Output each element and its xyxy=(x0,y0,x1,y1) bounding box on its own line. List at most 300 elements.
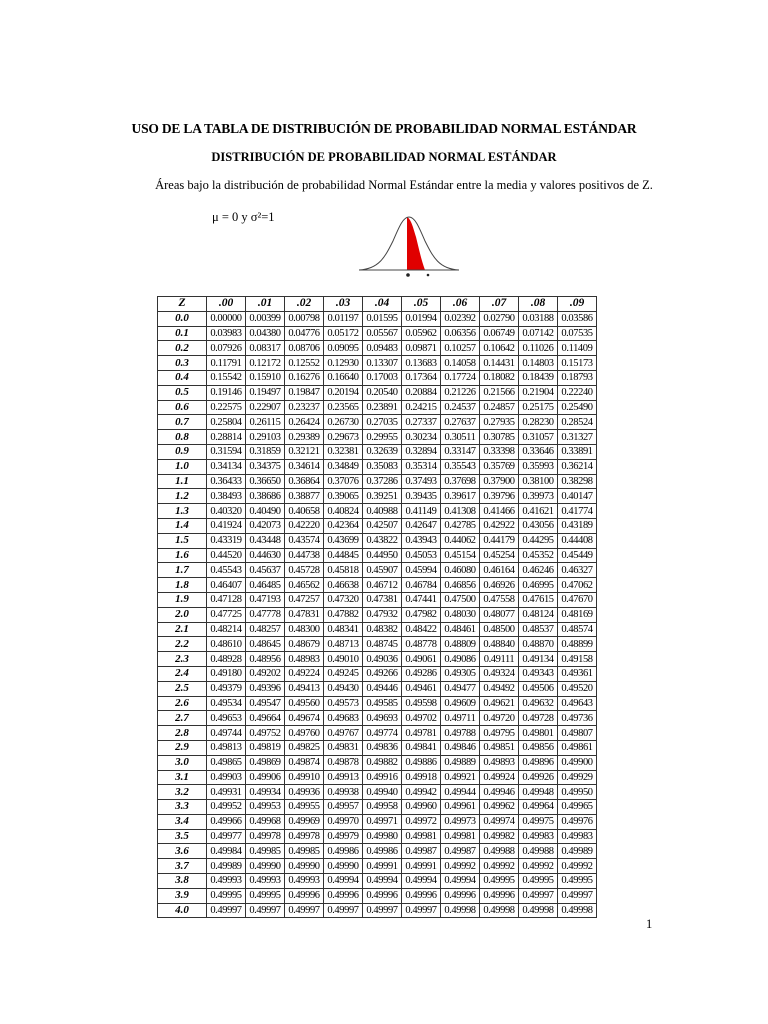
probability-cell: 0.49931 xyxy=(207,785,246,800)
probability-cell: 0.49224 xyxy=(285,666,324,681)
column-header: .01 xyxy=(246,297,285,312)
probability-cell: 0.46712 xyxy=(363,578,402,593)
probability-cell: 0.18439 xyxy=(519,370,558,385)
probability-cell: 0.49940 xyxy=(363,785,402,800)
probability-cell: 0.49997 xyxy=(558,888,597,903)
normal-curve-figure xyxy=(355,213,463,279)
table-row xyxy=(158,859,597,874)
probability-cell: 0.47381 xyxy=(363,592,402,607)
table-header-row xyxy=(158,297,597,312)
probability-cell: 0.48300 xyxy=(285,622,324,637)
probability-cell: 0.49846 xyxy=(441,740,480,755)
probability-cell: 0.49990 xyxy=(324,859,363,874)
probability-cell: 0.49361 xyxy=(558,666,597,681)
table-row xyxy=(158,740,597,755)
probability-cell: 0.39251 xyxy=(363,489,402,504)
table-row xyxy=(158,755,597,770)
probability-cell: 0.06749 xyxy=(480,326,519,341)
probability-cell: 0.01595 xyxy=(363,311,402,326)
probability-cell: 0.49903 xyxy=(207,770,246,785)
probability-cell: 0.49997 xyxy=(246,903,285,918)
probability-cell: 0.49987 xyxy=(402,844,441,859)
probability-cell: 0.49906 xyxy=(246,770,285,785)
probability-cell: 0.39435 xyxy=(402,489,441,504)
probability-cell: 0.49936 xyxy=(285,785,324,800)
probability-cell: 0.49728 xyxy=(519,711,558,726)
z-value-cell: 0.7 xyxy=(158,415,207,430)
probability-cell: 0.49343 xyxy=(519,666,558,681)
probability-cell: 0.49979 xyxy=(324,829,363,844)
probability-cell: 0.48956 xyxy=(246,652,285,667)
probability-cell: 0.49996 xyxy=(402,888,441,903)
probability-cell: 0.39065 xyxy=(324,489,363,504)
probability-cell: 0.41924 xyxy=(207,518,246,533)
probability-cell: 0.49984 xyxy=(207,844,246,859)
probability-cell: 0.39617 xyxy=(441,489,480,504)
table-row xyxy=(158,400,597,415)
probability-cell: 0.32639 xyxy=(363,444,402,459)
probability-cell: 0.49926 xyxy=(519,770,558,785)
probability-cell: 0.48214 xyxy=(207,622,246,637)
probability-cell: 0.49957 xyxy=(324,800,363,815)
probability-cell: 0.43943 xyxy=(402,533,441,548)
probability-cell: 0.49910 xyxy=(285,770,324,785)
probability-cell: 0.49993 xyxy=(285,874,324,889)
z-value-cell: 1.2 xyxy=(158,489,207,504)
probability-cell: 0.49836 xyxy=(363,740,402,755)
z-value-cell: 0.2 xyxy=(158,341,207,356)
probability-cell: 0.48928 xyxy=(207,652,246,667)
probability-cell: 0.11026 xyxy=(519,341,558,356)
table-row xyxy=(158,356,597,371)
table-row xyxy=(158,385,597,400)
probability-cell: 0.42922 xyxy=(480,518,519,533)
probability-cell: 0.43448 xyxy=(246,533,285,548)
probability-cell: 0.41149 xyxy=(402,504,441,519)
table-row xyxy=(158,696,597,711)
table-row xyxy=(158,829,597,844)
probability-cell: 0.49886 xyxy=(402,755,441,770)
probability-cell: 0.49653 xyxy=(207,711,246,726)
probability-cell: 0.49996 xyxy=(324,888,363,903)
probability-cell: 0.48500 xyxy=(480,622,519,637)
probability-cell: 0.45818 xyxy=(324,563,363,578)
z-value-cell: 1.6 xyxy=(158,548,207,563)
table-row xyxy=(158,415,597,430)
probability-cell: 0.10642 xyxy=(480,341,519,356)
probability-cell: 0.46246 xyxy=(519,563,558,578)
probability-cell: 0.46485 xyxy=(246,578,285,593)
probability-cell: 0.44295 xyxy=(519,533,558,548)
probability-cell: 0.49942 xyxy=(402,785,441,800)
probability-cell: 0.20540 xyxy=(363,385,402,400)
z-value-cell: 1.5 xyxy=(158,533,207,548)
z-value-cell: 1.0 xyxy=(158,459,207,474)
shaded-area xyxy=(407,217,425,270)
z-value-cell: 3.4 xyxy=(158,814,207,829)
z-table xyxy=(157,296,597,918)
probability-cell: 0.44408 xyxy=(558,533,597,548)
probability-cell: 0.46784 xyxy=(402,578,441,593)
z-value-cell: 3.5 xyxy=(158,829,207,844)
probability-cell: 0.49997 xyxy=(285,903,324,918)
probability-cell: 0.49664 xyxy=(246,711,285,726)
mean-marker-dot xyxy=(406,273,410,277)
probability-cell: 0.49997 xyxy=(363,903,402,918)
probability-cell: 0.20194 xyxy=(324,385,363,400)
probability-cell: 0.47932 xyxy=(363,607,402,622)
probability-cell: 0.49978 xyxy=(246,829,285,844)
probability-cell: 0.40658 xyxy=(285,504,324,519)
probability-cell: 0.49991 xyxy=(402,859,441,874)
probability-cell: 0.49994 xyxy=(363,874,402,889)
probability-cell: 0.21226 xyxy=(441,385,480,400)
probability-cell: 0.45053 xyxy=(402,548,441,563)
probability-cell: 0.48840 xyxy=(480,637,519,652)
probability-cell: 0.49985 xyxy=(285,844,324,859)
probability-cell: 0.27935 xyxy=(480,415,519,430)
probability-cell: 0.49955 xyxy=(285,800,324,815)
probability-cell: 0.47725 xyxy=(207,607,246,622)
probability-cell: 0.48077 xyxy=(480,607,519,622)
probability-cell: 0.37698 xyxy=(441,474,480,489)
probability-cell: 0.49736 xyxy=(558,711,597,726)
probability-cell: 0.43319 xyxy=(207,533,246,548)
probability-cell: 0.07142 xyxy=(519,326,558,341)
probability-cell: 0.49878 xyxy=(324,755,363,770)
probability-cell: 0.48778 xyxy=(402,637,441,652)
probability-cell: 0.49683 xyxy=(324,711,363,726)
probability-cell: 0.47500 xyxy=(441,592,480,607)
probability-cell: 0.49781 xyxy=(402,726,441,741)
probability-cell: 0.44950 xyxy=(363,548,402,563)
probability-cell: 0.26424 xyxy=(285,415,324,430)
probability-cell: 0.43056 xyxy=(519,518,558,533)
z-value-cell: 2.0 xyxy=(158,607,207,622)
probability-cell: 0.02392 xyxy=(441,311,480,326)
probability-cell: 0.14803 xyxy=(519,356,558,371)
probability-cell: 0.49995 xyxy=(558,874,597,889)
probability-cell: 0.35083 xyxy=(363,459,402,474)
probability-cell: 0.49994 xyxy=(402,874,441,889)
probability-cell: 0.49598 xyxy=(402,696,441,711)
probability-cell: 0.49986 xyxy=(363,844,402,859)
probability-cell: 0.49977 xyxy=(207,829,246,844)
probability-cell: 0.49585 xyxy=(363,696,402,711)
probability-cell: 0.18082 xyxy=(480,370,519,385)
probability-cell: 0.24215 xyxy=(402,400,441,415)
probability-cell: 0.49988 xyxy=(480,844,519,859)
probability-cell: 0.44845 xyxy=(324,548,363,563)
probability-cell: 0.49506 xyxy=(519,681,558,696)
probability-cell: 0.49996 xyxy=(480,888,519,903)
probability-cell: 0.49916 xyxy=(363,770,402,785)
z-value-cell: 2.1 xyxy=(158,622,207,637)
probability-cell: 0.43574 xyxy=(285,533,324,548)
probability-cell: 0.49305 xyxy=(441,666,480,681)
probability-cell: 0.31057 xyxy=(519,430,558,445)
table-row xyxy=(158,770,597,785)
probability-cell: 0.49952 xyxy=(207,800,246,815)
probability-cell: 0.49983 xyxy=(558,829,597,844)
probability-cell: 0.49573 xyxy=(324,696,363,711)
probability-cell: 0.49986 xyxy=(324,844,363,859)
z-value-cell: 0.0 xyxy=(158,311,207,326)
probability-cell: 0.42220 xyxy=(285,518,324,533)
z-value-cell: 1.4 xyxy=(158,518,207,533)
table-row xyxy=(158,637,597,652)
probability-cell: 0.49994 xyxy=(324,874,363,889)
probability-cell: 0.46926 xyxy=(480,578,519,593)
column-header: .09 xyxy=(558,297,597,312)
probability-cell: 0.38493 xyxy=(207,489,246,504)
probability-cell: 0.49995 xyxy=(207,888,246,903)
column-header: .07 xyxy=(480,297,519,312)
probability-cell: 0.49934 xyxy=(246,785,285,800)
probability-cell: 0.49996 xyxy=(441,888,480,903)
probability-cell: 0.23891 xyxy=(363,400,402,415)
probability-cell: 0.49929 xyxy=(558,770,597,785)
probability-cell: 0.36214 xyxy=(558,459,597,474)
probability-cell: 0.31594 xyxy=(207,444,246,459)
probability-cell: 0.49992 xyxy=(558,859,597,874)
probability-cell: 0.49795 xyxy=(480,726,519,741)
probability-cell: 0.49841 xyxy=(402,740,441,755)
z-value-cell: 0.8 xyxy=(158,430,207,445)
probability-cell: 0.49379 xyxy=(207,681,246,696)
probability-cell: 0.48382 xyxy=(363,622,402,637)
probability-cell: 0.49965 xyxy=(558,800,597,815)
probability-cell: 0.49997 xyxy=(519,888,558,903)
probability-cell: 0.45543 xyxy=(207,563,246,578)
probability-cell: 0.49989 xyxy=(558,844,597,859)
table-row xyxy=(158,888,597,903)
z-value-cell: 0.6 xyxy=(158,400,207,415)
probability-cell: 0.48030 xyxy=(441,607,480,622)
probability-cell: 0.49324 xyxy=(480,666,519,681)
z-value-cell: 1.7 xyxy=(158,563,207,578)
probability-cell: 0.10257 xyxy=(441,341,480,356)
probability-cell: 0.40824 xyxy=(324,504,363,519)
probability-cell: 0.49893 xyxy=(480,755,519,770)
table-row xyxy=(158,444,597,459)
z-value-cell: 0.4 xyxy=(158,370,207,385)
probability-cell: 0.49980 xyxy=(363,829,402,844)
probability-cell: 0.12552 xyxy=(285,356,324,371)
probability-cell: 0.49446 xyxy=(363,681,402,696)
probability-cell: 0.48809 xyxy=(441,637,480,652)
column-header: .08 xyxy=(519,297,558,312)
probability-cell: 0.49988 xyxy=(519,844,558,859)
probability-cell: 0.48610 xyxy=(207,637,246,652)
probability-cell: 0.48169 xyxy=(558,607,597,622)
probability-cell: 0.33398 xyxy=(480,444,519,459)
probability-cell: 0.05172 xyxy=(324,326,363,341)
probability-cell: 0.49990 xyxy=(285,859,324,874)
probability-cell: 0.49111 xyxy=(480,652,519,667)
z-value-cell: 3.3 xyxy=(158,800,207,815)
probability-cell: 0.37493 xyxy=(402,474,441,489)
probability-cell: 0.25490 xyxy=(558,400,597,415)
probability-cell: 0.48537 xyxy=(519,622,558,637)
z-value-cell: 3.1 xyxy=(158,770,207,785)
probability-cell: 0.04776 xyxy=(285,326,324,341)
probability-cell: 0.49869 xyxy=(246,755,285,770)
table-row xyxy=(158,800,597,815)
z-value-cell: 0.3 xyxy=(158,356,207,371)
probability-cell: 0.43699 xyxy=(324,533,363,548)
document-title: USO DE LA TABLA DE DISTRIBUCIÓN DE PROBABILIDAD NORMAL ESTÁNDAR xyxy=(131,121,637,136)
probability-cell: 0.49086 xyxy=(441,652,480,667)
probability-cell: 0.42364 xyxy=(324,518,363,533)
probability-cell: 0.33147 xyxy=(441,444,480,459)
probability-cell: 0.49693 xyxy=(363,711,402,726)
probability-cell: 0.32381 xyxy=(324,444,363,459)
probability-cell: 0.47062 xyxy=(558,578,597,593)
probability-cell: 0.49819 xyxy=(246,740,285,755)
probability-cell: 0.49702 xyxy=(402,711,441,726)
probability-cell: 0.49913 xyxy=(324,770,363,785)
probability-cell: 0.47778 xyxy=(246,607,285,622)
probability-cell: 0.00000 xyxy=(207,311,246,326)
probability-cell: 0.49889 xyxy=(441,755,480,770)
probability-cell: 0.43822 xyxy=(363,533,402,548)
z-value-cell: 2.5 xyxy=(158,681,207,696)
probability-cell: 0.12172 xyxy=(246,356,285,371)
z-value-cell: 2.3 xyxy=(158,652,207,667)
probability-cell: 0.47193 xyxy=(246,592,285,607)
probability-cell: 0.49976 xyxy=(558,814,597,829)
column-header: .03 xyxy=(324,297,363,312)
probability-cell: 0.49982 xyxy=(480,829,519,844)
probability-cell: 0.49202 xyxy=(246,666,285,681)
probability-cell: 0.31859 xyxy=(246,444,285,459)
table-row xyxy=(158,814,597,829)
probability-cell: 0.42647 xyxy=(402,518,441,533)
probability-cell: 0.49643 xyxy=(558,696,597,711)
probability-cell: 0.49953 xyxy=(246,800,285,815)
probability-cell: 0.42785 xyxy=(441,518,480,533)
probability-cell: 0.46080 xyxy=(441,563,480,578)
probability-cell: 0.44738 xyxy=(285,548,324,563)
table-row xyxy=(158,578,597,593)
probability-cell: 0.49266 xyxy=(363,666,402,681)
probability-cell: 0.48899 xyxy=(558,637,597,652)
probability-cell: 0.48645 xyxy=(246,637,285,652)
probability-cell: 0.49992 xyxy=(441,859,480,874)
table-row xyxy=(158,341,597,356)
probability-cell: 0.19497 xyxy=(246,385,285,400)
probability-cell: 0.25804 xyxy=(207,415,246,430)
probability-cell: 0.43189 xyxy=(558,518,597,533)
probability-cell: 0.49180 xyxy=(207,666,246,681)
probability-cell: 0.24537 xyxy=(441,400,480,415)
probability-cell: 0.49946 xyxy=(480,785,519,800)
probability-cell: 0.49966 xyxy=(207,814,246,829)
probability-cell: 0.46407 xyxy=(207,578,246,593)
table-row xyxy=(158,874,597,889)
probability-cell: 0.36650 xyxy=(246,474,285,489)
probability-cell: 0.49774 xyxy=(363,726,402,741)
probability-cell: 0.39973 xyxy=(519,489,558,504)
probability-cell: 0.37286 xyxy=(363,474,402,489)
column-header: .04 xyxy=(363,297,402,312)
probability-cell: 0.49985 xyxy=(246,844,285,859)
probability-cell: 0.11791 xyxy=(207,356,246,371)
probability-cell: 0.48461 xyxy=(441,622,480,637)
probability-cell: 0.49430 xyxy=(324,681,363,696)
probability-cell: 0.22240 xyxy=(558,385,597,400)
probability-cell: 0.00399 xyxy=(246,311,285,326)
probability-cell: 0.45154 xyxy=(441,548,480,563)
probability-cell: 0.46638 xyxy=(324,578,363,593)
probability-cell: 0.49991 xyxy=(363,859,402,874)
probability-cell: 0.49036 xyxy=(363,652,402,667)
probability-cell: 0.40147 xyxy=(558,489,597,504)
z-value-cell: 1.3 xyxy=(158,504,207,519)
probability-cell: 0.08317 xyxy=(246,341,285,356)
probability-cell: 0.48983 xyxy=(285,652,324,667)
probability-cell: 0.45994 xyxy=(402,563,441,578)
probability-cell: 0.49996 xyxy=(285,888,324,903)
column-header: .00 xyxy=(207,297,246,312)
z-marker-dot xyxy=(427,274,430,277)
z-value-cell: 2.4 xyxy=(158,666,207,681)
table-row xyxy=(158,533,597,548)
probability-cell: 0.49560 xyxy=(285,696,324,711)
probability-cell: 0.15542 xyxy=(207,370,246,385)
probability-cell: 0.39796 xyxy=(480,489,519,504)
probability-cell: 0.45728 xyxy=(285,563,324,578)
table-row xyxy=(158,518,597,533)
probability-cell: 0.48341 xyxy=(324,622,363,637)
table-row xyxy=(158,622,597,637)
column-header: .05 xyxy=(402,297,441,312)
probability-cell: 0.49882 xyxy=(363,755,402,770)
probability-cell: 0.49924 xyxy=(480,770,519,785)
probability-cell: 0.35769 xyxy=(480,459,519,474)
probability-cell: 0.32894 xyxy=(402,444,441,459)
probability-cell: 0.40490 xyxy=(246,504,285,519)
z-value-cell: 2.2 xyxy=(158,637,207,652)
probability-cell: 0.49990 xyxy=(246,859,285,874)
probability-cell: 0.31327 xyxy=(558,430,597,445)
distribution-parameters: μ = 0 y σ²=1 xyxy=(212,210,275,224)
probability-cell: 0.49010 xyxy=(324,652,363,667)
probability-cell: 0.20884 xyxy=(402,385,441,400)
probability-cell: 0.16276 xyxy=(285,370,324,385)
probability-cell: 0.21904 xyxy=(519,385,558,400)
probability-cell: 0.27337 xyxy=(402,415,441,430)
probability-cell: 0.41466 xyxy=(480,504,519,519)
probability-cell: 0.49968 xyxy=(246,814,285,829)
probability-cell: 0.49831 xyxy=(324,740,363,755)
probability-cell: 0.47558 xyxy=(480,592,519,607)
probability-cell: 0.34375 xyxy=(246,459,285,474)
probability-cell: 0.49974 xyxy=(480,814,519,829)
probability-cell: 0.49978 xyxy=(285,829,324,844)
probability-cell: 0.29955 xyxy=(363,430,402,445)
probability-cell: 0.49547 xyxy=(246,696,285,711)
probability-cell: 0.29673 xyxy=(324,430,363,445)
table-row xyxy=(158,592,597,607)
probability-cell: 0.16640 xyxy=(324,370,363,385)
probability-cell: 0.23237 xyxy=(285,400,324,415)
probability-cell: 0.47128 xyxy=(207,592,246,607)
probability-cell: 0.26730 xyxy=(324,415,363,430)
z-value-cell: 2.9 xyxy=(158,740,207,755)
z-column-header: Z xyxy=(158,297,207,312)
